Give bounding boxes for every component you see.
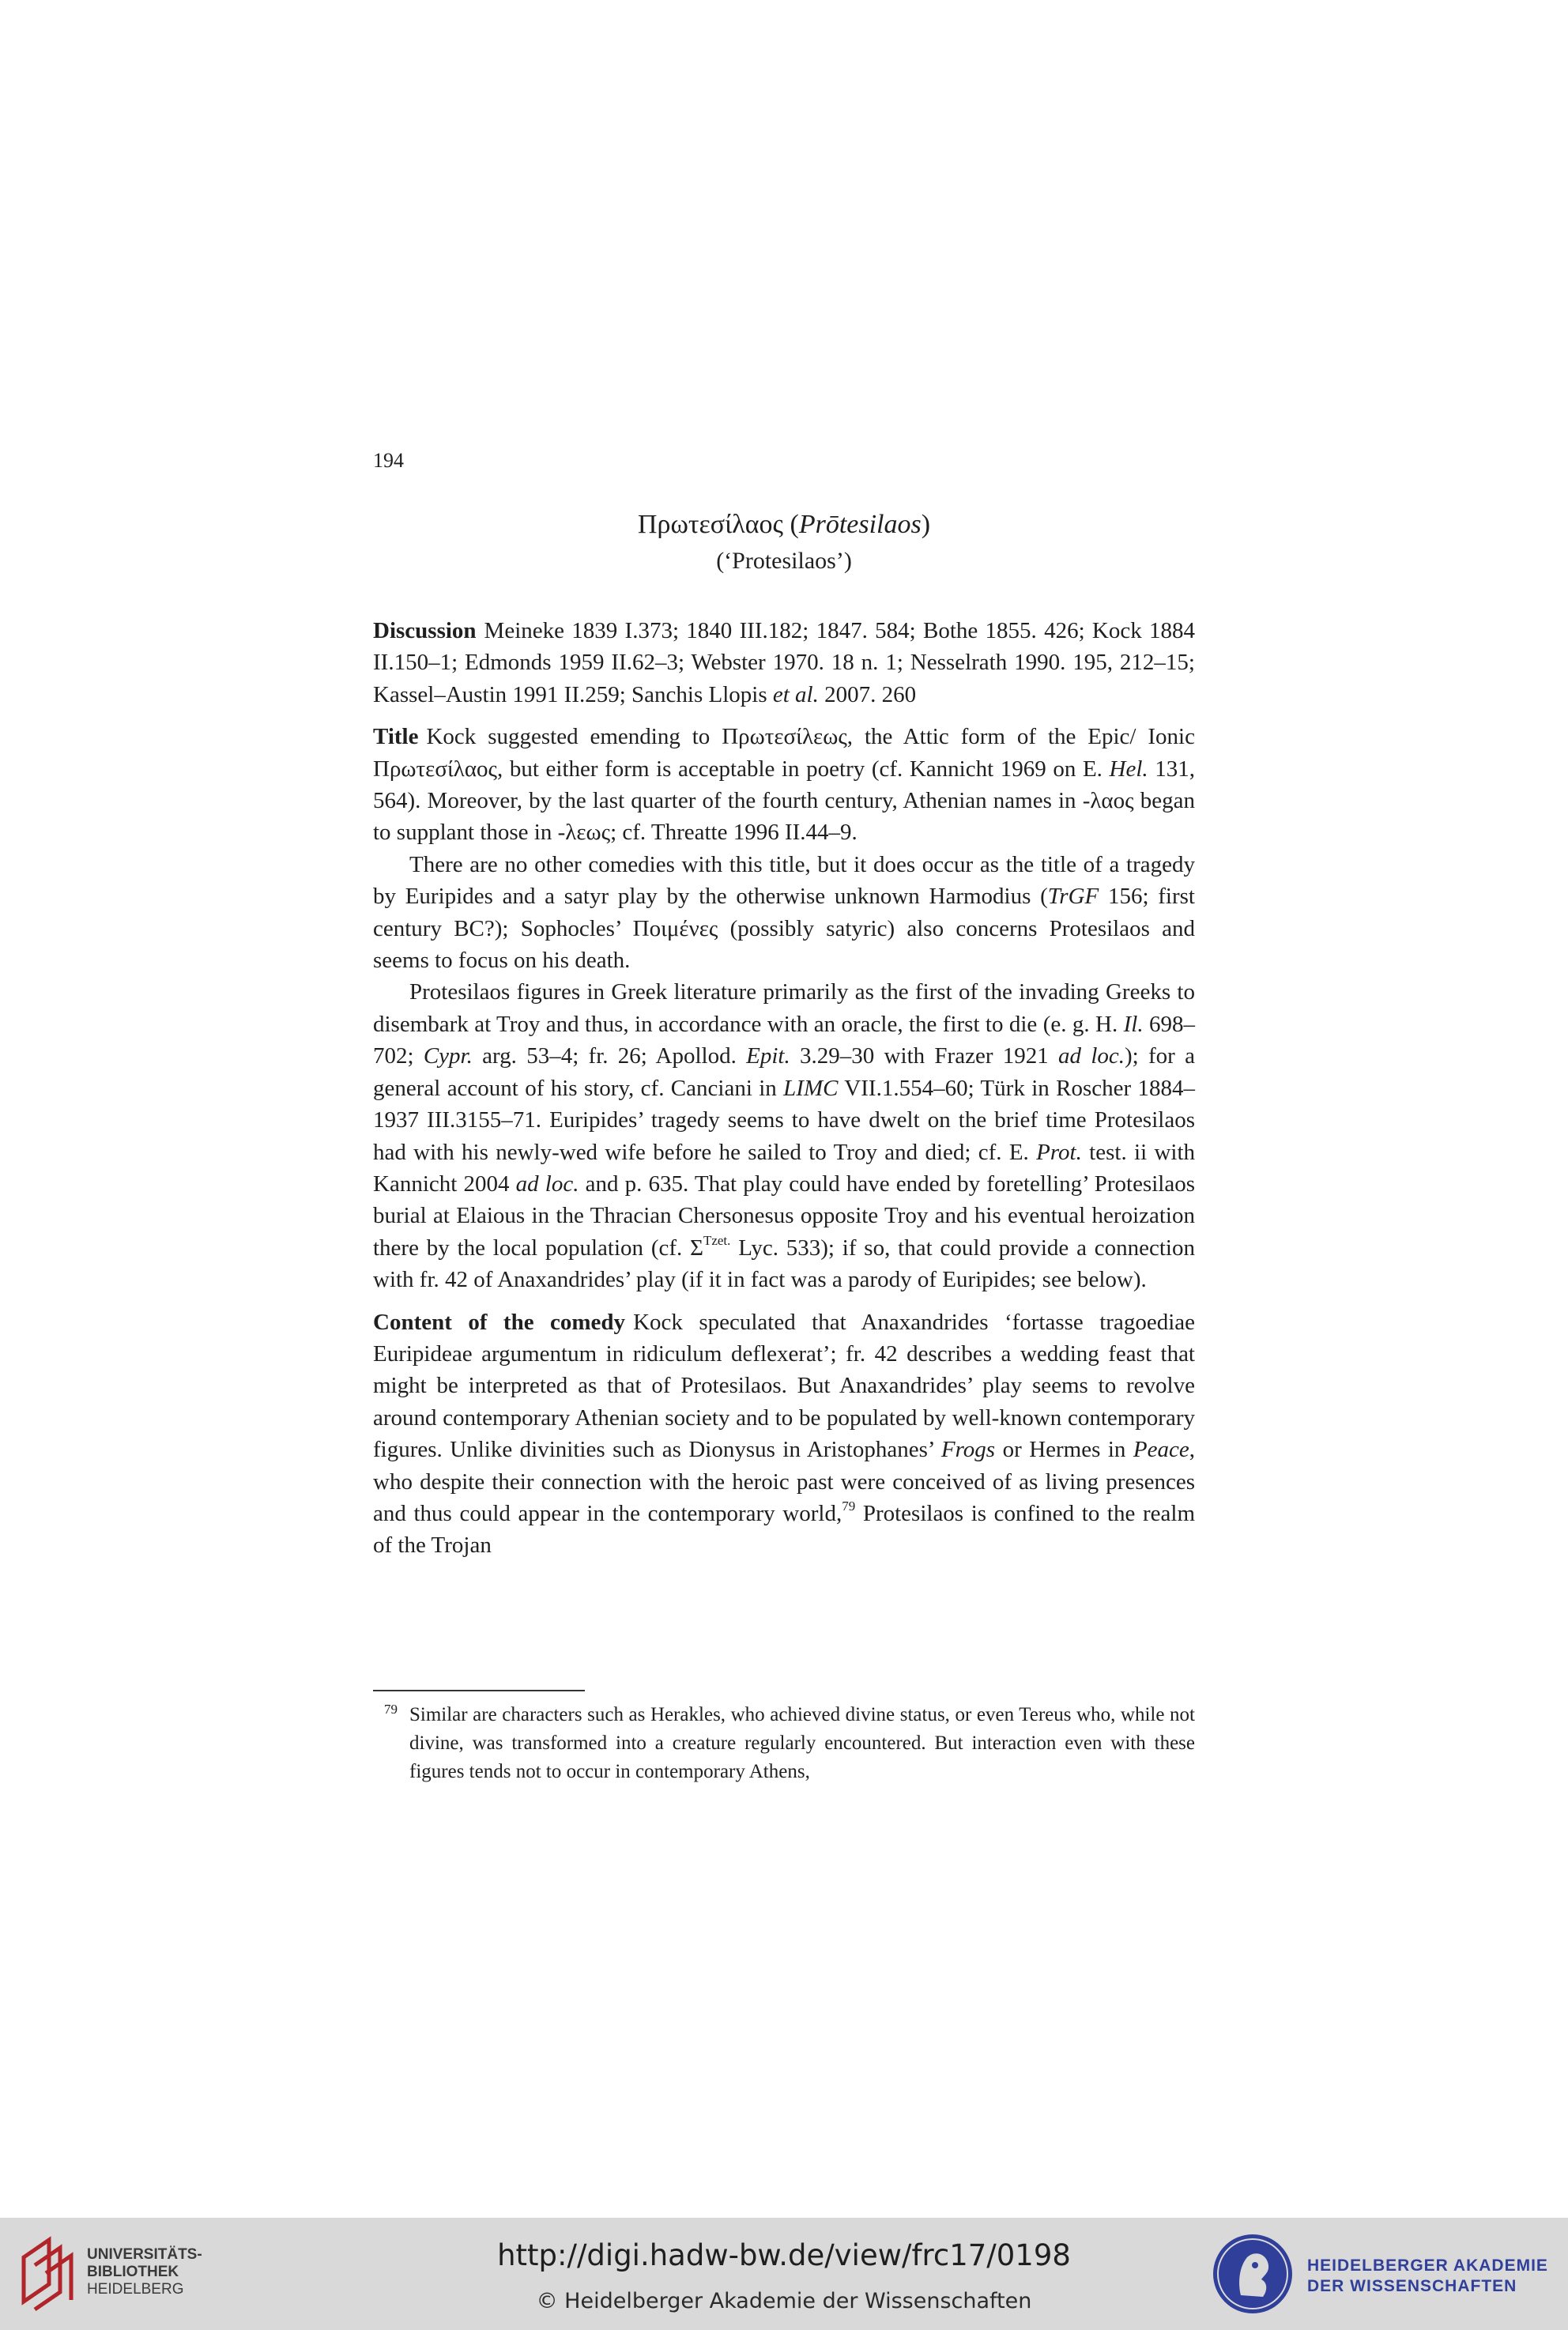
content-text-4: Protesilaos is confined to the realm of the Trojan (373, 1500, 1195, 1559)
prot-text-4: 3.29–30 with Frazer 1921 (790, 1043, 1059, 1069)
title-greek: Πρωτεσίλαος (637, 510, 783, 539)
copyright-notice: © Heidelberger Akademie der Wissenschaften (536, 2289, 1032, 2313)
title-transliteration: Prōtesilaos (798, 510, 922, 539)
content-text-3: , who despite their connection with the heroic past were conceived of as living presences and thus could appear in the contemporary world, (373, 1437, 1196, 1526)
prot-text-5: ); for a general account of his story, cf. Canciani in (373, 1043, 1195, 1101)
footnote-ref[interactable]: 79 (842, 1498, 856, 1514)
title-label: Title (373, 724, 419, 750)
title-italic: Hel. (1109, 756, 1148, 782)
page-number: 194 (373, 449, 404, 472)
prot-italic-7: ad loc. (515, 1171, 579, 1197)
academy-seal-icon[interactable] (1209, 2230, 1296, 2317)
discussion-italic: et al. (772, 681, 819, 707)
prot-text-2: 698–702; (373, 1011, 1196, 1069)
university-library-logo-icon[interactable] (17, 2234, 79, 2313)
prot-italic-3: Epit. (746, 1043, 790, 1069)
title-block (373, 506, 1195, 579)
footnote-number: 79 (384, 1702, 398, 1717)
title-translation: (‘Protesilaos’) (716, 548, 852, 574)
prot-text-3: arg. 53–4; fr. 26; Apollod. (472, 1043, 747, 1069)
hadw-line-2: DER WISSENSCHAFTEN (1307, 2277, 1517, 2295)
discussion-label: Discussion (373, 618, 477, 643)
title-text-end: 131, 564). Moreover, by the last quarter of the fourth century, Athenian names in -λαος began to supplant those in -λεως; cf. Threatte 1996 II.44–9. (373, 756, 1196, 846)
prot-italic-5: LIMC (783, 1075, 839, 1101)
title-paren-close: ) (921, 510, 931, 539)
prot-text-6: VII.1.554–60; Türk in Roscher 1884–1937 III.3155–71. Euripides’ tragedy seems to have dwelt on the brief time Protesilaos had with his newly-wed wife before he sailed to Troy and died; cf. E. (373, 1075, 1195, 1165)
content-paragraph (373, 1306, 1195, 1562)
content-text-1: Kock speculated that Anaxandrides ‘fortasse tragoediae Euripideae argumentum in ridiculum deflexerat’; fr. 42 describes a wedding feast that might be interpreted as that of Protesilaos. But Anaxandrides’ play seems to revolve around contemporary Athenian society and to be populated by well-known contemporary figures. Unlike divinities such as Dionysus in Aristophanes’ (373, 1309, 1196, 1463)
prot-italic-1: Il. (1123, 1011, 1144, 1037)
content-label: Content of the comedy (373, 1309, 626, 1335)
content-italic-1: Frogs (940, 1437, 996, 1463)
title-paren-open: ( (783, 510, 799, 539)
ub-line-1: UNIVERSITÄTS- (87, 2246, 202, 2263)
prot-text-7: test. ii with Kannicht 2004 (373, 1139, 1195, 1197)
academy-name (1307, 2256, 1548, 2297)
hadw-line-1: HEIDELBERGER AKADEMIE (1307, 2256, 1548, 2275)
ub-line-2: BIBLIOTHEK (87, 2264, 179, 2280)
footnote-text: Similar are characters such as Herakles, who achieved divine status, or even Tereus who, while not divine, was transformed into a creature regularly encountered. But interaction even with these figures tends not to occur in contemporary Athens, (409, 1704, 1195, 1782)
main-text (373, 615, 1195, 1572)
other-comedies-text: There are no other comedies with this title, but it does occur as the title of a tragedy by Euripides and a satyr play by the otherwise unknown Harmodius ( (373, 851, 1195, 910)
prot-text-9: Lyc. 533); if so, that could provide a connection with fr. 42 of Anaxandrides’ play (if it in fact was a parody of Euripides; see below). (373, 1235, 1195, 1293)
title-paragraph (373, 721, 1195, 849)
footer-bar (0, 2218, 1568, 2330)
prot-italic-2: Cypr. (423, 1043, 473, 1069)
page-title (373, 506, 1195, 544)
permalink-url[interactable]: http://digi.hadw-bw.de/view/frc17/0198 (497, 2238, 1071, 2272)
prot-italic-6: Prot. (1036, 1139, 1082, 1165)
prot-text-8: and p. 635. That play could have ended by foretelling’ Protesilaos burial at Elaious in the Thracian Chersonesus opposite Troy and his eventual heroization there by the local population (cf. Σ (373, 1171, 1195, 1261)
prot-italic-4: ad loc. (1058, 1043, 1125, 1069)
discussion-text-end: 2007. 260 (818, 681, 917, 707)
other-comedies-text-end: 156; first century BC?); Sophocles’ Ποιμένες (possibly satyric) also concerns Protesilaos and seems to focus on his death. (373, 884, 1195, 974)
title-text: Kock suggested emending to Πρωτεσίλεως, the Attic form of the Epic/ Ionic Πρωτεσίλαος, but either form is acceptable in poetry (cf. Kannicht 1969 on E. (373, 724, 1195, 782)
ub-line-3: HEIDELBERG (87, 2281, 184, 2298)
university-library-name (87, 2246, 202, 2298)
prot-superscript: Tzet. (703, 1232, 731, 1248)
footnote (373, 1701, 1195, 1786)
other-comedies-paragraph (373, 849, 1195, 977)
discussion-text: Meineke 1839 I.373; 1840 III.182; 1847. 584; Bothe 1855. 426; Kock 1884 II.150–1; Edmonds 1959 II.62–3; Webster 1970. 18 n. 1; Nesselrath 1990. 195, 212–15; Kassel–Austin 1991 II.259; Sanchis Llopis (373, 618, 1195, 707)
content-italic-2: Peace (1133, 1437, 1189, 1463)
other-comedies-italic: TrGF (1047, 884, 1099, 910)
content-text-2: or Hermes in (995, 1437, 1133, 1463)
protesilaos-paragraph (373, 976, 1195, 1295)
prot-text-1: Protesilaos figures in Greek literature primarily as the first of the invading Greeks to disembark at Troy and thus, in accordance with an oracle, the first to die (e. g. H. (373, 979, 1195, 1037)
discussion-paragraph (373, 615, 1195, 711)
footnote-divider (373, 1690, 585, 1691)
